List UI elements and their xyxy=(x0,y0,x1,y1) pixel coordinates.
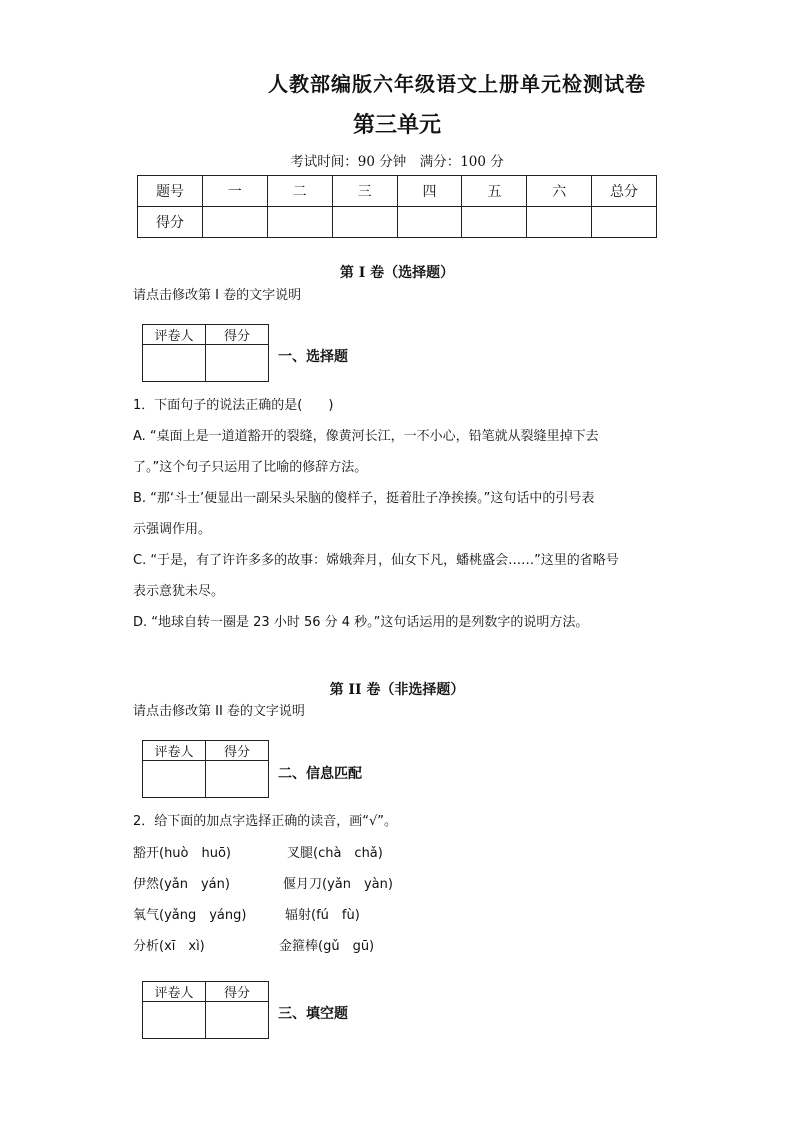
section-heading: 三、填空题 xyxy=(278,1006,348,1022)
part1-title: 第 I 卷（选择题） xyxy=(339,265,455,281)
grader-label: 得分 xyxy=(206,741,269,761)
grader-input-cell[interactable] xyxy=(143,761,206,798)
pinyin-item: 伊然(yǎn yán) xyxy=(133,877,230,892)
unit-subtitle: 第三单元 xyxy=(352,112,441,138)
option-d: D. “地球自转一圈是 23 小时 56 分 4 秒。”这句话运用的是列数字的说明方法。 xyxy=(133,615,589,630)
pinyin-item: 偃月刀(yǎn yàn) xyxy=(283,877,393,892)
pinyin-item: 金箍棒(gǔ gū) xyxy=(279,939,375,954)
exam-info: 考试时间：90 分钟 满分：100 分 xyxy=(290,154,504,170)
option-a: A. “桌面上是一道道豁开的裂缝，像黄河长江，一不小心，铅笔就从裂缝里掉下去 xyxy=(133,429,599,444)
section-heading: 一、选择题 xyxy=(278,349,348,365)
score-cell: 六 xyxy=(527,176,592,207)
option-b: B. “那‘斗士’便显出一副呆头呆脑的傻样子，挺着肚子净挨揍。”这句话中的引号表 xyxy=(133,491,595,506)
grader-table xyxy=(142,324,269,382)
grader-input-cell[interactable] xyxy=(143,345,206,382)
score-table-header-row xyxy=(138,176,657,207)
question-1: 1．下面句子的说法正确的是( ) xyxy=(133,398,334,413)
part2-note[interactable]: 请点击修改第 II 卷的文字说明 xyxy=(133,704,305,719)
part2-title: 第 II 卷（非选择题） xyxy=(329,682,465,698)
grader-label: 得分 xyxy=(206,982,269,1002)
pinyin-item: 分析(xī xì) xyxy=(133,939,205,954)
section-heading: 二、信息匹配 xyxy=(278,766,362,782)
grader-label: 得分 xyxy=(206,325,269,345)
score-input-cell[interactable] xyxy=(462,207,527,238)
score-input-cell[interactable] xyxy=(332,207,397,238)
option-c: C. “于是，有了许许多多的故事：嫦娥奔月，仙女下凡，蟠桃盛会……”这里的省略号 xyxy=(133,553,619,568)
grader-input-cell[interactable] xyxy=(143,1002,206,1039)
pinyin-item: 氧气(yǎng yáng) xyxy=(133,908,247,923)
exam-title: 人教部编版六年级语文上册单元检测试卷 xyxy=(268,72,646,96)
option-b-cont: 示强调作用。 xyxy=(133,522,212,537)
score-cell: 三 xyxy=(332,176,397,207)
score-cell: 一 xyxy=(202,176,267,207)
grader-table xyxy=(142,981,269,1039)
grader-table xyxy=(142,740,269,798)
grader-input-cell[interactable] xyxy=(206,761,269,798)
score-cell: 题号 xyxy=(138,176,203,207)
score-input-cell[interactable] xyxy=(267,207,332,238)
score-input-cell[interactable] xyxy=(202,207,267,238)
grader-input-cell[interactable] xyxy=(206,1002,269,1039)
option-c-cont: 表示意犹未尽。 xyxy=(133,584,225,599)
question-2: 2．给下面的加点字选择正确的读音，画“√”。 xyxy=(133,814,398,829)
score-table-score-row xyxy=(138,207,657,238)
score-input-cell[interactable] xyxy=(592,207,657,238)
score-input-cell[interactable] xyxy=(527,207,592,238)
score-cell: 四 xyxy=(397,176,462,207)
grader-label: 评卷人 xyxy=(143,741,206,761)
score-cell: 五 xyxy=(462,176,527,207)
score-cell: 二 xyxy=(267,176,332,207)
score-cell: 总分 xyxy=(592,176,657,207)
grader-label: 评卷人 xyxy=(143,982,206,1002)
pinyin-item: 豁开(huò huō) xyxy=(133,846,232,861)
pinyin-item: 叉腿(chà chǎ) xyxy=(287,846,383,861)
part1-note[interactable]: 请点击修改第 I 卷的文字说明 xyxy=(133,288,302,303)
option-a-cont: 了。”这个句子只运用了比喻的修辞方法。 xyxy=(133,460,368,475)
grader-input-cell[interactable] xyxy=(206,345,269,382)
score-input-cell[interactable] xyxy=(397,207,462,238)
pinyin-item: 辐射(fú fù) xyxy=(285,908,360,923)
score-table xyxy=(137,175,657,238)
score-cell: 得分 xyxy=(138,207,203,238)
grader-label: 评卷人 xyxy=(143,325,206,345)
